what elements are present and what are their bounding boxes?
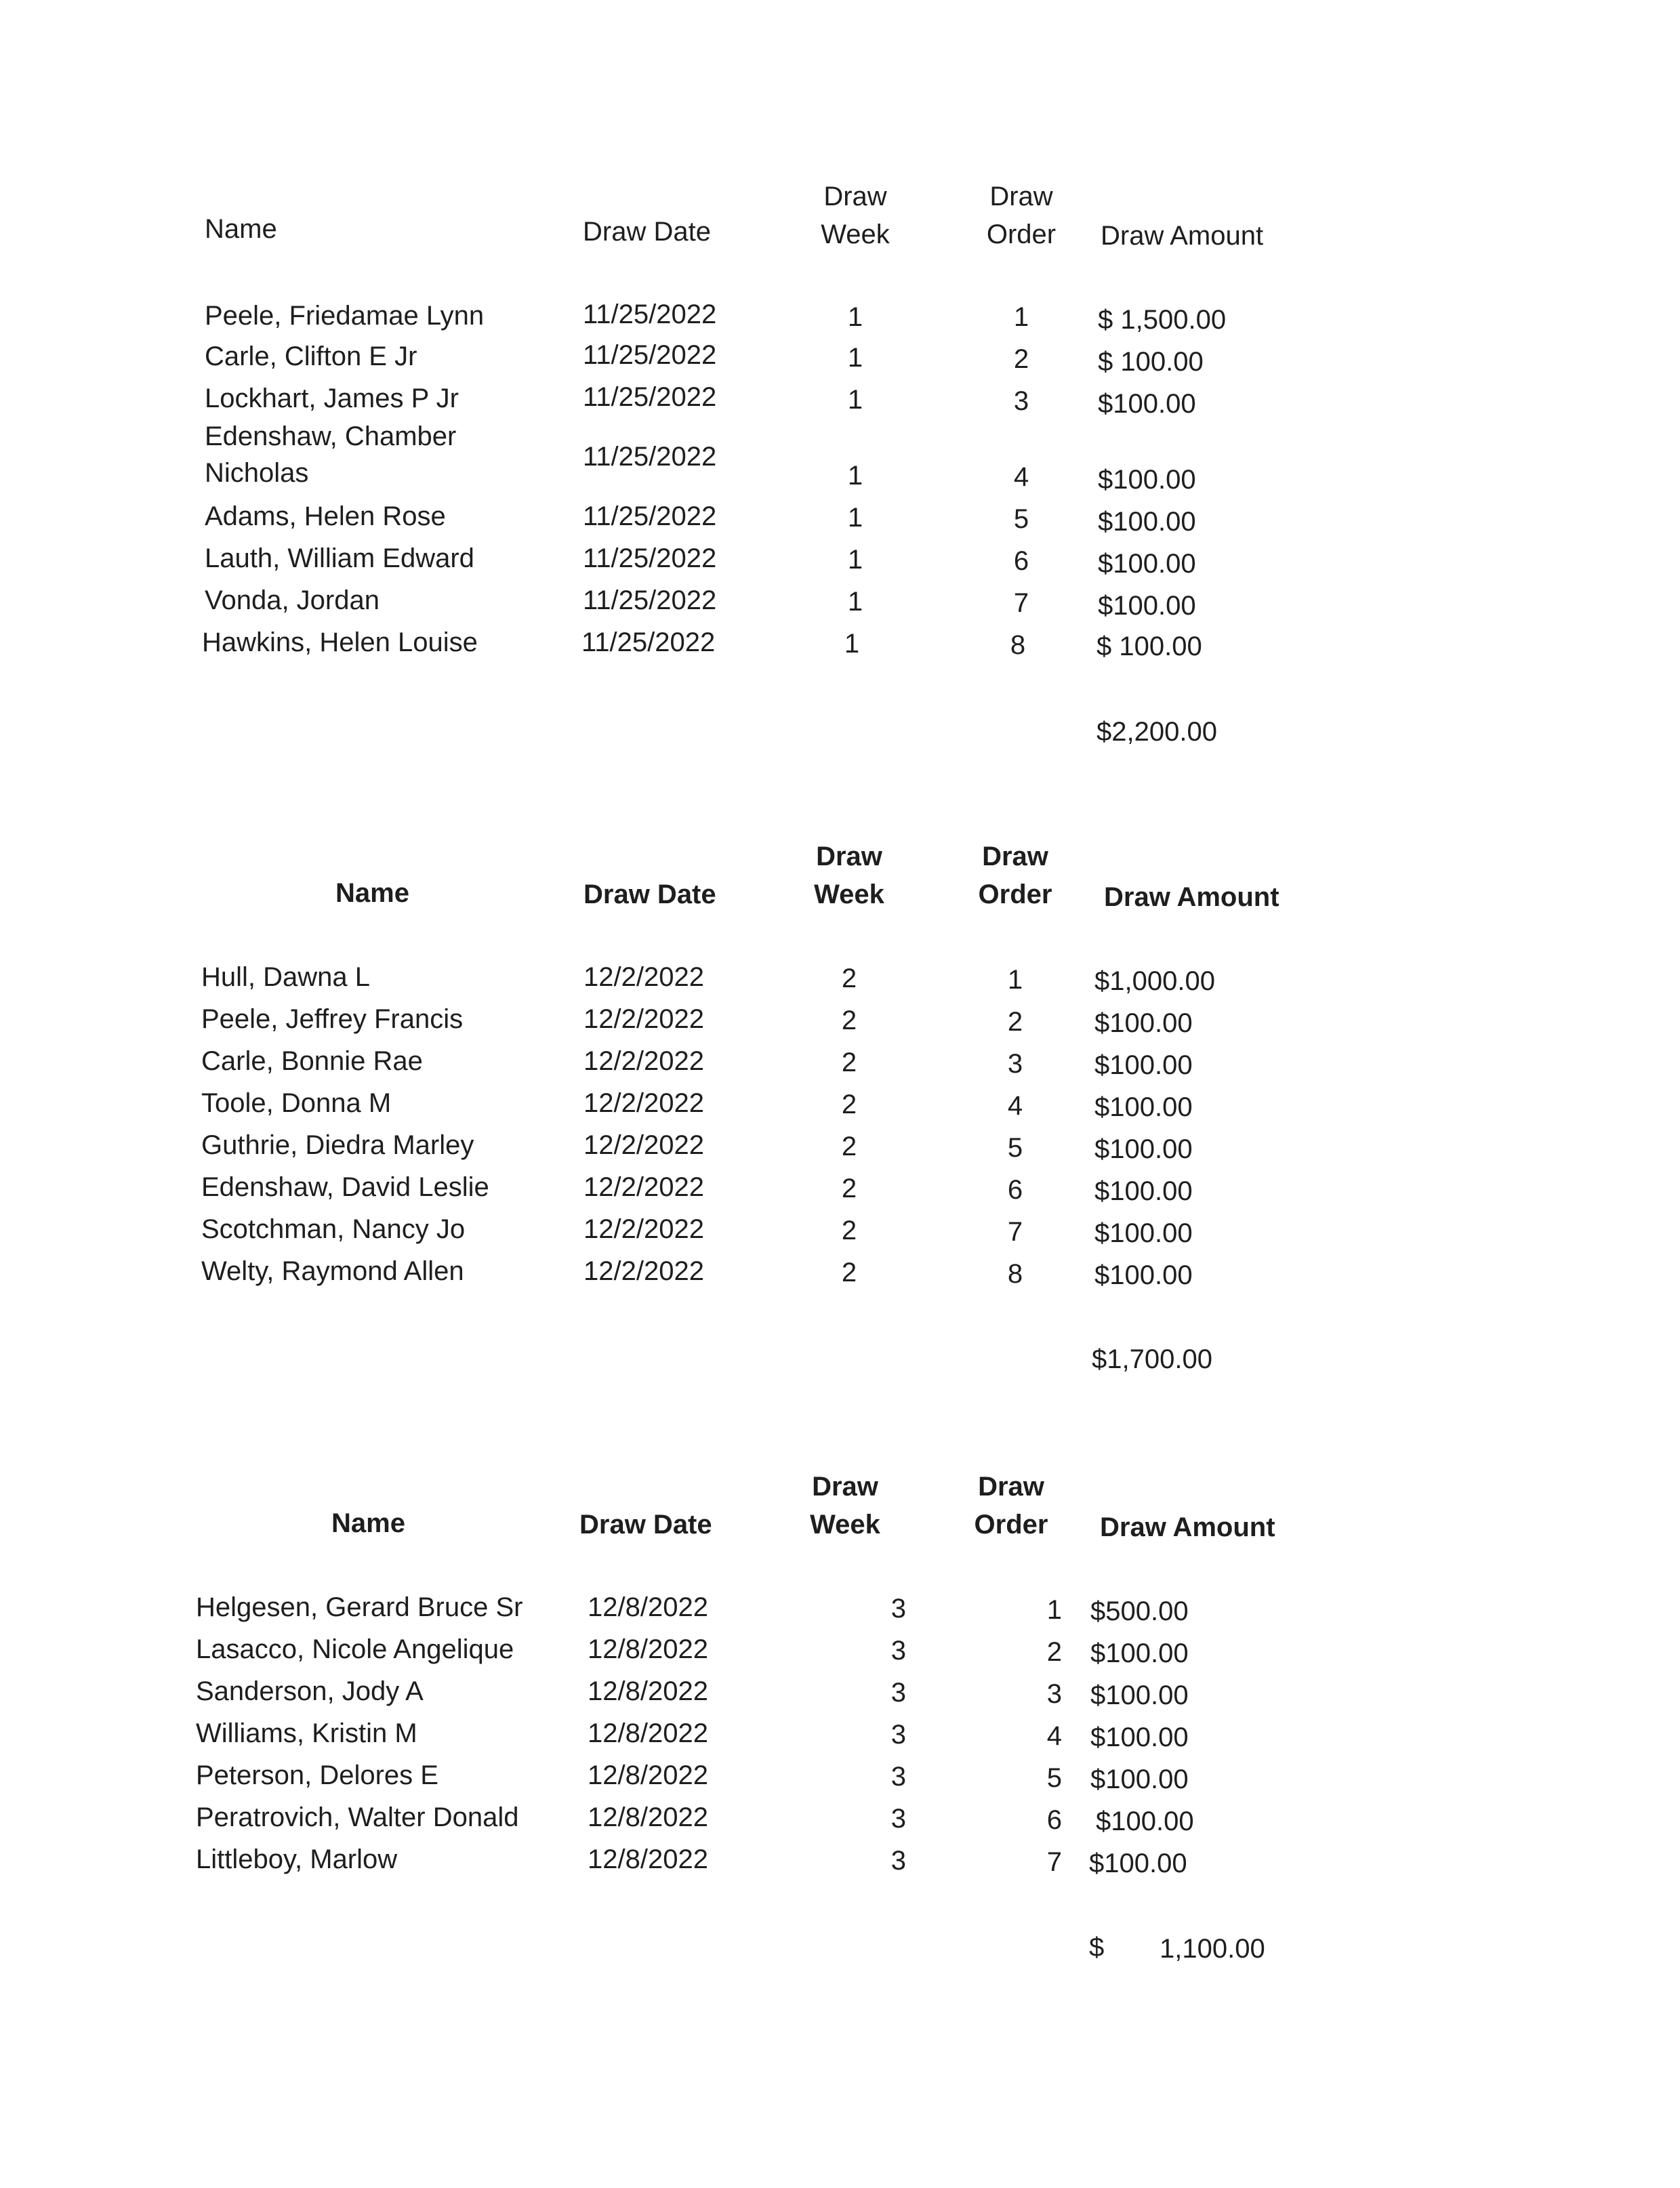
row-draw-amount: $100.00 [1098, 507, 1196, 537]
table-total: $2,200.00 [1097, 717, 1217, 747]
row-draw-week: 3 [890, 1678, 906, 1708]
row-name: Carle, Bonnie Rae [201, 1046, 423, 1076]
row-name: Guthrie, Diedra Marley [201, 1130, 474, 1160]
header-draw-order-line1: Draw [978, 1472, 1044, 1502]
row-draw-amount: $100.00 [1090, 1638, 1189, 1668]
row-draw-order: 6 [1007, 1175, 1023, 1205]
row-draw-order: 1 [1046, 1595, 1062, 1625]
row-draw-amount: $100.00 [1094, 1260, 1193, 1290]
row-name: Peele, Jeffrey Francis [201, 1004, 464, 1034]
row-draw-order: 4 [1046, 1721, 1062, 1751]
header-name: Name [331, 1508, 405, 1538]
table-total: $1,700.00 [1092, 1344, 1212, 1374]
row-draw-amount: $100.00 [1094, 1176, 1193, 1206]
header-draw-order-line1: Draw [989, 182, 1053, 211]
row-name: Adams, Helen Rose [205, 501, 446, 531]
row-draw-amount: $500.00 [1090, 1596, 1189, 1626]
row-draw-amount: $ 100.00 [1097, 632, 1202, 661]
row-draw-date: 12/8/2022 [588, 1634, 708, 1664]
row-draw-amount: $100.00 [1098, 549, 1196, 579]
row-draw-amount: $ 1,500.00 [1098, 305, 1227, 335]
row-name: Peterson, Delores E [196, 1760, 438, 1790]
row-draw-week: 1 [847, 587, 863, 617]
row-draw-date: 12/2/2022 [583, 1214, 704, 1244]
row-draw-date: 11/25/2022 [583, 300, 717, 329]
row-draw-amount: $100.00 [1094, 1134, 1193, 1164]
row-name: Peele, Friedamae Lynn [205, 301, 485, 331]
header-draw-week-line2: Week [814, 880, 884, 909]
row-draw-amount: $100.00 [1098, 591, 1196, 621]
row-draw-order: 8 [1007, 1259, 1023, 1289]
row-draw-order: 6 [1046, 1805, 1062, 1835]
row-draw-date: 12/2/2022 [583, 1172, 704, 1202]
row-draw-date: 12/8/2022 [588, 1676, 708, 1706]
table-total: 1,100.00 [1160, 1934, 1265, 1964]
row-draw-date: 12/2/2022 [583, 1088, 704, 1118]
row-draw-week: 3 [890, 1804, 906, 1834]
row-draw-week: 2 [841, 1174, 857, 1203]
row-draw-amount: $100.00 [1094, 1092, 1193, 1122]
row-name: Lasacco, Nicole Angelique [196, 1634, 514, 1664]
header-draw-order-line2: Order [974, 1510, 1048, 1540]
row-draw-amount: $100.00 [1094, 1050, 1193, 1080]
row-draw-amount: $100.00 [1098, 389, 1196, 419]
row-draw-order: 6 [1013, 546, 1029, 576]
row-draw-week: 2 [841, 1132, 857, 1161]
header-draw-amount: Draw Amount [1101, 221, 1264, 251]
row-draw-week: 2 [841, 1258, 857, 1287]
header-draw-order-line2: Order [978, 880, 1052, 909]
row-draw-order: 7 [1046, 1847, 1062, 1877]
row-draw-date: 12/2/2022 [583, 962, 704, 992]
header-draw-week-line1: Draw [812, 1472, 878, 1502]
row-draw-date: 11/25/2022 [583, 543, 717, 573]
draw-table-week-1 [202, 178, 1458, 747]
row-draw-date: 12/2/2022 [583, 1256, 704, 1286]
row-draw-amount: $100.00 [1098, 465, 1196, 495]
row-draw-date: 12/2/2022 [583, 1046, 704, 1076]
row-draw-date: 11/25/2022 [583, 340, 717, 370]
row-draw-week: 1 [847, 343, 863, 373]
row-draw-week: 1 [847, 302, 863, 332]
row-draw-order: 7 [1013, 588, 1029, 618]
row-draw-amount: $100.00 [1090, 1764, 1189, 1794]
row-name: Helgesen, Gerard Bruce Sr [196, 1592, 523, 1622]
row-draw-week: 3 [890, 1636, 906, 1666]
row-name-line1: Edenshaw, Chamber [205, 421, 457, 451]
row-draw-amount: $100.00 [1094, 1218, 1193, 1248]
header-draw-order-line2: Order [986, 220, 1057, 249]
header-draw-week-line2: Week [821, 220, 890, 249]
row-draw-order: 5 [1046, 1763, 1062, 1793]
row-name: Scotchman, Nancy Jo [201, 1214, 466, 1244]
row-draw-date: 12/8/2022 [588, 1844, 708, 1874]
row-name: Carle, Clifton E Jr [205, 342, 417, 371]
row-draw-order: 1 [1007, 965, 1023, 995]
row-draw-week: 3 [890, 1846, 906, 1876]
row-draw-week: 2 [841, 1216, 857, 1245]
row-name: Williams, Kristin M [196, 1718, 417, 1748]
row-name: Welty, Raymond Allen [201, 1256, 464, 1286]
row-draw-amount: $100.00 [1090, 1722, 1189, 1752]
row-draw-date: 12/8/2022 [588, 1592, 708, 1622]
header-draw-date: Draw Date [583, 217, 711, 247]
row-draw-date: 12/8/2022 [588, 1802, 708, 1832]
row-draw-amount: $100.00 [1089, 1849, 1187, 1878]
row-draw-date: 11/25/2022 [583, 501, 717, 531]
row-draw-week: 1 [847, 545, 863, 575]
row-draw-date: 12/8/2022 [588, 1760, 708, 1790]
row-draw-order: 8 [1010, 630, 1026, 660]
row-name: Hull, Dawna L [201, 962, 371, 992]
row-name: Vonda, Jordan [205, 585, 380, 615]
row-draw-date: 12/2/2022 [583, 1004, 704, 1034]
row-draw-week: 2 [841, 1048, 857, 1077]
row-draw-week: 1 [847, 385, 863, 415]
header-draw-date: Draw Date [579, 1510, 712, 1540]
row-name: Hawkins, Helen Louise [202, 627, 478, 657]
row-name-line2: Nicholas [205, 458, 309, 488]
row-draw-amount: $100.00 [1094, 1008, 1193, 1038]
row-draw-order: 7 [1007, 1217, 1023, 1247]
table-total-currency: $ [1089, 1933, 1105, 1962]
row-draw-week: 1 [847, 461, 863, 491]
row-draw-amount: $1,000.00 [1094, 966, 1215, 996]
row-draw-order: 4 [1013, 462, 1029, 492]
row-draw-order: 5 [1013, 504, 1029, 534]
row-draw-order: 2 [1007, 1007, 1023, 1037]
header-draw-week-line1: Draw [816, 842, 882, 871]
row-name: Peratrovich, Walter Donald [196, 1802, 519, 1832]
row-draw-date: 12/8/2022 [588, 1718, 708, 1748]
row-draw-week: 3 [890, 1762, 906, 1792]
row-draw-week: 3 [890, 1720, 906, 1750]
row-draw-week: 2 [841, 1090, 857, 1119]
row-draw-order: 3 [1046, 1679, 1062, 1709]
header-draw-amount: Draw Amount [1104, 882, 1279, 912]
row-draw-order: 2 [1046, 1637, 1062, 1667]
row-draw-date: 11/25/2022 [583, 585, 717, 615]
row-draw-order: 3 [1013, 386, 1029, 416]
draw-table-week-2 [199, 840, 1452, 1382]
row-draw-week: 1 [847, 503, 863, 533]
row-draw-amount: $100.00 [1090, 1680, 1189, 1710]
row-draw-amount: $100.00 [1096, 1807, 1194, 1836]
row-draw-order: 2 [1013, 344, 1029, 374]
header-draw-week-line1: Draw [823, 182, 887, 211]
row-name: Littleboy, Marlow [196, 1844, 398, 1874]
header-draw-date: Draw Date [583, 880, 716, 909]
row-draw-order: 5 [1007, 1133, 1023, 1163]
header-draw-amount: Draw Amount [1100, 1512, 1275, 1542]
row-draw-date: 11/25/2022 [581, 627, 716, 657]
row-name: Lauth, William Edward [205, 543, 474, 573]
row-draw-amount: $ 100.00 [1098, 347, 1204, 377]
row-name: Edenshaw, David Leslie [201, 1172, 489, 1202]
row-draw-week: 2 [841, 964, 857, 993]
row-draw-order: 1 [1013, 302, 1029, 332]
row-draw-week: 2 [841, 1006, 857, 1035]
row-draw-week: 1 [844, 629, 860, 659]
row-draw-date: 11/25/2022 [583, 382, 717, 412]
row-draw-date: 12/2/2022 [583, 1130, 704, 1160]
row-draw-order: 3 [1007, 1049, 1023, 1079]
draw-table-week-3 [194, 1470, 1448, 2012]
header-draw-order-line1: Draw [982, 842, 1048, 871]
header-name: Name [335, 878, 409, 908]
row-draw-order: 4 [1007, 1091, 1023, 1121]
row-draw-date: 11/25/2022 [583, 442, 717, 472]
row-name: Toole, Donna M [201, 1088, 392, 1118]
row-name: Lockhart, James P Jr [205, 384, 459, 413]
header-draw-week-line2: Week [810, 1510, 880, 1540]
header-name: Name [205, 214, 277, 244]
row-draw-week: 3 [890, 1594, 906, 1624]
row-name: Sanderson, Jody A [196, 1676, 424, 1706]
